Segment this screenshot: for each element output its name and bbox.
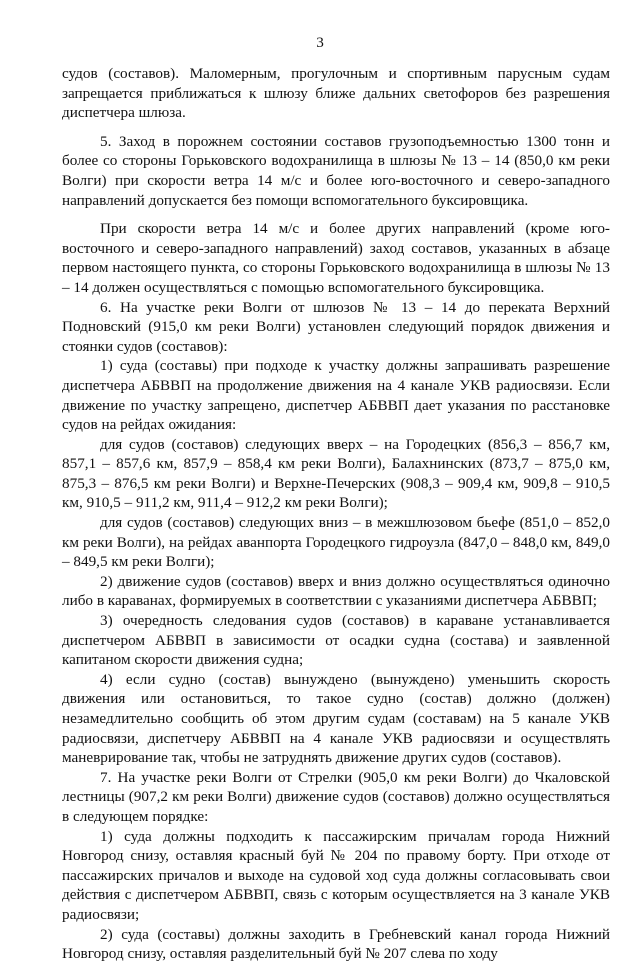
paragraph-item-7-1: 1) суда должны подходить к пассажирским причалам города Нижний Новгород снизу, оставляя красный буй № 204 по правому борту. При отходе от пассажирских причалов и выходе на судовой ход суда должны согласовывать свои действия с диспетчером АБВВП, связь с которым осуществляется на 3 канале УКВ радиосвязи; xyxy=(62,827,610,923)
paragraph-downstream-roads: для судов (составов) следующих вниз – в межшлюзовом бьефе (851,0 – 852,0 км реки Волги), на рейдах аванпорта Городецкого гидроузла (847,0 – 848,0 км, 849,0 – 849,5 км реки Волги); xyxy=(62,514,610,571)
paragraph-upstream-roads: для судов (составов) следующих вверх – на Городецких (856,3 – 856,7 км, 857,1 – 857,6 км, 857,9 – 858,4 км реки Волги), Балахнинских (873,7 – 875,0 км, 875,3 – 876,5 км реки Волги) и Верхне-Печерских (908,3 – 909,4 км, 909,8 – 910,5 км, 910,5 – 911,2 км, 911,4 – 912,2 км реки Волги); xyxy=(62,435,610,512)
paragraph-item-6-3: 3) очередность следования судов (составов) в караване устанавливается диспетчером АБВВП в зависимости от осадки судна (состава) и заявленной капитаном скорости движения судна; xyxy=(62,612,610,669)
paragraph-item-6: 6. На участке реки Волги от шлюзов № 13 – 14 до переката Верхний Подновский (915,0 км реки Волги) установлен следующий порядок движения и стоянки судов (составов): xyxy=(62,298,610,355)
paragraph-item-7-2: 2) суда (составы) должны заходить в Гребневский канал города Нижний Новгород снизу, оставляя разделительный буй № 207 слева по ходу xyxy=(62,925,610,963)
paragraph-item-6-2: 2) движение судов (составов) вверх и вниз должно осуществляться одиночно либо в караванах, формируемых в соответствии с указаниями диспетчера АБВВП; xyxy=(62,572,610,610)
paragraph-item-6-1: 1) суда (составы) при подходе к участку должны запрашивать разрешение диспетчера АБВВП на продолжение движения на 4 канале УКВ радиосвязи. Если движение по участку запрещено, диспетчер АБВВП дает указания по расстановке судов на рейдах ожидания: xyxy=(62,357,610,434)
paragraph-item-6-4: 4) если судно (состав) вынуждено (вынуждено) уменьшить скорость движения или остановиться, то такое судно (состав) должно (должен) незамедлительно сообщить об этом другим судам (составам) на 5 канале УКВ радиосвязи, диспетчеру АБВВП на 4 канале УКВ радиосвязи и осуществлять маневрирование так, чтобы не затруднять движение других судов (составов). xyxy=(62,670,610,767)
paragraph-continuation: судов (составов). Маломерным, прогулочным и спортивным парусным судам запрещается приближаться к шлюзу ближе дальних светофоров без разрешения диспетчера шлюза. xyxy=(62,65,610,122)
paragraph-item-7: 7. На участке реки Волги от Стрелки (905,0 км реки Волги) до Чкаловской лестницы (907,2 км реки Волги) движение судов (составов) должно осуществляться в следующем порядке: xyxy=(62,768,610,825)
document-body xyxy=(62,64,610,964)
paragraph-item-5: 5. Заход в порожнем состоянии составов грузоподъемностью 1300 тонн и более со стороны Горьковского водохранилища в шлюзы № 13 – 14 (850,0 км реки Волги) при скорости ветра 14 м/с и более юго-восточного и северо-западного направлений допускается без помощи вспомогательного буксировщика. xyxy=(62,132,610,209)
paragraph-wind-other-directions: При скорости ветра 14 м/с и более других направлений (кроме юго-восточного и северо-западного направлений) заход составов, указанных в абзаце первом настоящего пункта, со стороны Горьковского водохранилища в шлюзы № 13 – 14 должен осуществляться с помощью вспомогательного буксировщика. xyxy=(62,220,610,296)
page-number: 3 xyxy=(316,34,324,51)
